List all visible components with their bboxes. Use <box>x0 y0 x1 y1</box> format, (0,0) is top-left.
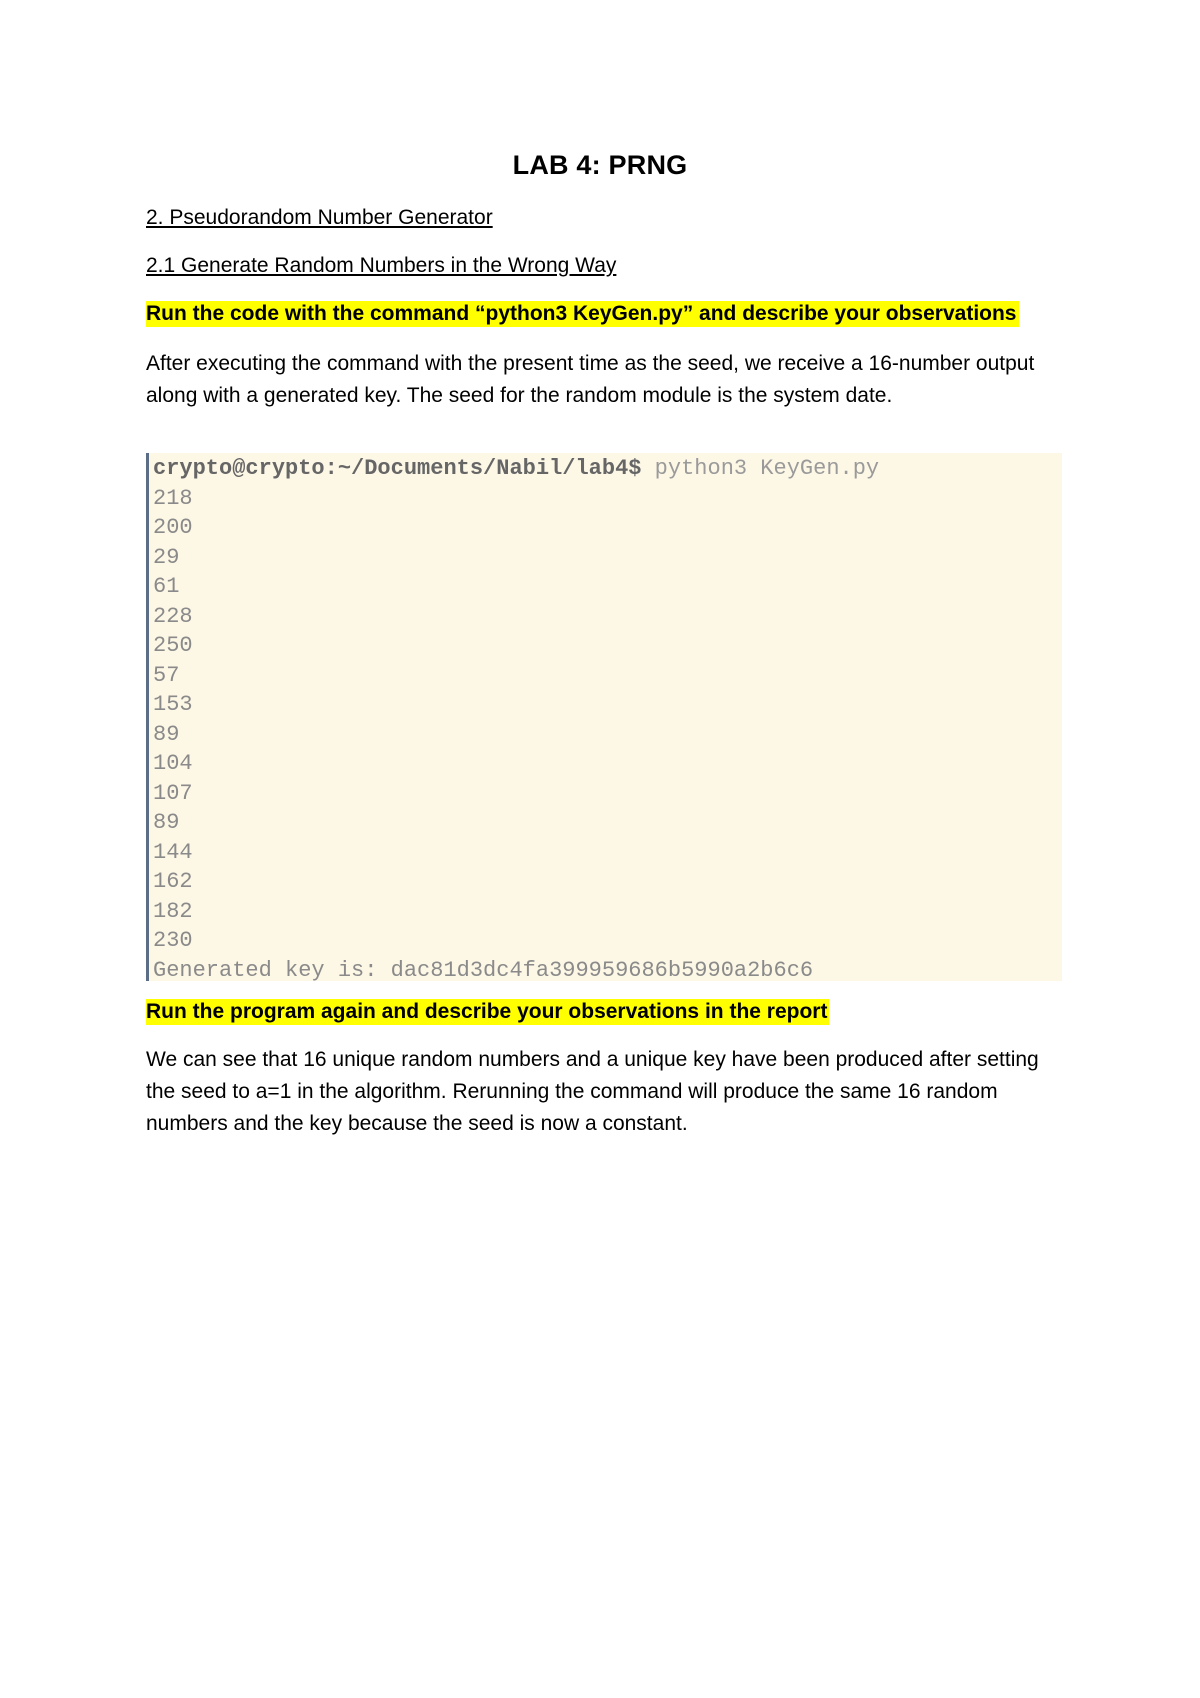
terminal-command-line <box>153 454 1062 484</box>
terminal-output <box>153 484 1062 956</box>
answer-1: After executing the command with the present time as the seed, we receive a 16-number output along with a generated key. The seed for the random module is the system date. <box>146 352 1035 407</box>
subsection-heading: 2.1 Generate Random Numbers in the Wrong Way <box>146 254 617 277</box>
terminal-key-line: Generated key is: dac81d3dc4fa399959686b5990a2b6c6 <box>153 957 814 981</box>
terminal-output-line: 200 <box>153 515 193 540</box>
question-2 <box>146 1000 829 1024</box>
section-heading: 2. Pseudorandom Number Generator <box>146 206 493 229</box>
question-2-text: Run the program again and describe your observations in the report <box>146 1000 828 1023</box>
terminal-output-line: 230 <box>153 928 193 953</box>
terminal-output-line: 89 <box>153 810 180 835</box>
terminal-output-line: 107 <box>153 780 193 806</box>
terminal-output-line: 144 <box>153 839 193 865</box>
question-1-text: Run the code with the command “python3 KeyGen.py” and describe your observations <box>146 302 1017 325</box>
terminal-output-line: 162 <box>153 869 193 894</box>
terminal-output-line: 104 <box>153 751 193 776</box>
terminal-output-line: 153 <box>153 692 193 717</box>
terminal-command: python3 KeyGen.py <box>641 456 880 481</box>
terminal-screenshot <box>146 453 1062 981</box>
terminal-output-line: 89 <box>153 721 180 747</box>
terminal-prompt: crypto@crypto:~/Documents/Nabil/lab4$ <box>153 456 642 481</box>
terminal-output-line: 250 <box>153 633 193 658</box>
answer-2: We can see that 16 unique random numbers and a unique key have been produced after setting the seed to a=1 in the algorithm. Rerunning the command will produce the same 16 random numbers and the key because the seed is now a constant. <box>146 1048 1039 1135</box>
terminal-output-line: 182 <box>153 898 193 924</box>
document-title: LAB 4: PRNG <box>512 150 688 180</box>
terminal-output-line: 228 <box>153 603 193 629</box>
terminal-output-line: 61 <box>153 574 180 599</box>
terminal-output-line: 57 <box>153 662 180 688</box>
terminal-output-line: 218 <box>153 485 193 511</box>
terminal-output-line: 29 <box>153 544 180 570</box>
question-1 <box>146 302 1019 326</box>
